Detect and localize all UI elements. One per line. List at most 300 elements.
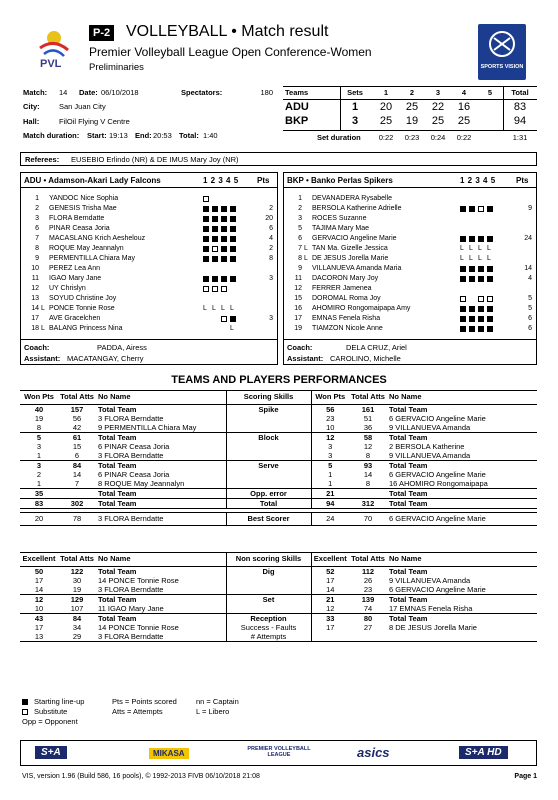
- team-b-assistant: CAROLINO, Michelle: [330, 354, 401, 363]
- player-name-cell: Total Team: [98, 404, 137, 414]
- won-or-excellent-value: 14: [326, 584, 335, 594]
- player-number: 5: [298, 225, 302, 232]
- score-bkp-set3: 25: [431, 115, 445, 127]
- player-name: PERMENTILLA Chiara May: [49, 255, 135, 262]
- match-number: 14: [59, 88, 68, 97]
- player-row: [284, 264, 536, 274]
- column-header: Excellent: [311, 553, 349, 567]
- total-attempts-value: 61: [58, 432, 96, 442]
- total-attempts-value: 12: [363, 441, 373, 451]
- player-libero-marker: L: [41, 325, 45, 332]
- set-participation-mark: [230, 276, 236, 282]
- end-label: End:: [135, 131, 152, 140]
- total-attempts-value: 23: [363, 584, 373, 594]
- set-participation-mark: L: [203, 305, 207, 312]
- skill-row: [20, 613, 537, 623]
- skill-row: [20, 423, 537, 433]
- won-or-excellent-value: [311, 632, 349, 642]
- total-attempts-value: 19: [72, 584, 82, 594]
- won-or-excellent-value: 52: [326, 566, 335, 576]
- player-points: 6: [528, 325, 532, 332]
- player-name-cell: 6 GERVACIO Angeline Marie: [389, 469, 486, 479]
- score-team-adu: ADU: [285, 101, 309, 113]
- set-participation-mark: [230, 216, 236, 222]
- total-attempts-value: 80: [349, 613, 387, 623]
- won-or-excellent-value: 10: [34, 603, 44, 613]
- set-participation-mark: [203, 276, 209, 282]
- won-or-excellent-value: 43: [20, 613, 58, 623]
- player-points: 3: [269, 275, 273, 282]
- player-row: [284, 294, 536, 304]
- player-number: 12: [31, 285, 39, 292]
- team-a-set-columns: 1 2 3 4 5: [203, 176, 239, 185]
- player-row: [284, 324, 536, 334]
- skill-row: [20, 479, 537, 489]
- skill-name: Dig: [226, 566, 311, 576]
- team-a-assistant-label: Assistant:: [24, 354, 61, 363]
- player-row: [21, 274, 277, 284]
- skill-row: [20, 604, 537, 614]
- set-participation-mark: [203, 216, 209, 222]
- team-b-set-columns: 1 2 3 4 5: [460, 176, 496, 185]
- match-label: Match:: [23, 88, 48, 97]
- sponsor-sahd-logo: S+A HD: [459, 746, 508, 759]
- scoring-skills-table: [20, 390, 537, 550]
- total-attempts-value: 93: [349, 460, 387, 470]
- footer-page: Page 1: [514, 773, 537, 780]
- column-header: Non scoring Skills: [226, 553, 311, 567]
- player-row: [284, 244, 536, 254]
- total-label: Total:: [179, 131, 199, 140]
- won-or-excellent-value: 1: [328, 478, 333, 488]
- total-attempts-value: 161: [361, 404, 375, 414]
- team-b-roster: [283, 172, 537, 365]
- hall-label: Hall:: [23, 117, 40, 126]
- set-participation-mark: [230, 246, 236, 252]
- nonscoring-table: [20, 552, 537, 642]
- player-name: AHOMIRO Rongomaipapa Amy: [312, 305, 411, 312]
- sports-vision-text: SPORTS VISION: [480, 64, 524, 70]
- spectators-label: Spectators:: [181, 88, 223, 97]
- player-row: [21, 234, 277, 244]
- player-name-cell: 2 BERSOLA Katherine: [389, 441, 465, 451]
- set-participation-mark: [487, 296, 493, 302]
- team-b-pts-header: Pts: [516, 176, 529, 185]
- set-participation-mark: [478, 296, 484, 302]
- set-participation-mark: [478, 236, 484, 242]
- player-points: 8: [269, 255, 273, 262]
- total-attempts-value: 84: [58, 613, 96, 623]
- skill-name: [226, 414, 311, 423]
- player-points: 2: [269, 205, 273, 212]
- legend-atts: Atts = Attempts: [112, 707, 163, 716]
- team-a-title: ADU • Adamson-Akari Lady Falcons: [24, 176, 161, 185]
- player-name: MACASLANG Krich Aeshelouz: [49, 235, 146, 242]
- hall-value: FilOil Flying V Centre: [59, 117, 130, 126]
- won-or-excellent-value: 1: [328, 469, 333, 479]
- page-code-badge: P-2: [89, 25, 114, 41]
- set-participation-mark: [487, 326, 493, 332]
- won-or-excellent-value: 19: [34, 413, 44, 423]
- set-participation-mark: [212, 206, 218, 212]
- column-header: No Name: [96, 553, 226, 567]
- player-number: 2: [298, 205, 302, 212]
- skill-row: [20, 576, 537, 585]
- total-attempts-value: 84: [58, 460, 96, 470]
- set-participation-mark: [221, 236, 227, 242]
- skill-row: [20, 585, 537, 595]
- won-or-excellent-value: 12: [20, 594, 58, 604]
- player-name: VILLANUEVA Amanda Maria: [312, 265, 402, 272]
- player-libero-marker: L: [304, 245, 308, 252]
- total-attempts-value: 129: [58, 594, 96, 604]
- column-header: Won Pts: [311, 391, 349, 405]
- total-attempts-value: 14: [72, 469, 82, 479]
- player-name: AVE Gracelchen: [49, 315, 101, 322]
- player-name: DOROMAL Roma Joy: [312, 295, 381, 302]
- player-row: [21, 294, 277, 304]
- set-participation-mark: [221, 206, 227, 212]
- set-participation-mark: [203, 196, 209, 202]
- player-number: 7: [35, 235, 39, 242]
- total-attempts-value: 157: [70, 404, 84, 414]
- legend-libero: L = Libero: [196, 707, 230, 716]
- player-name-cell: 8 ROQUE May Jeannalyn: [98, 478, 185, 488]
- player-number: 9: [35, 255, 39, 262]
- won-or-excellent-value: 56: [326, 404, 335, 414]
- set-participation-mark: L: [478, 255, 482, 262]
- referees-box: [20, 152, 537, 166]
- total-attempts-value: [349, 632, 387, 642]
- skill-row: [20, 451, 537, 461]
- set-participation-mark: [212, 246, 218, 252]
- best-scorer-row: [20, 512, 537, 525]
- total-attempts-value: 74: [363, 603, 373, 613]
- player-name-cell: Total Team: [96, 613, 226, 623]
- player-row: [21, 214, 277, 224]
- player-name-cell: 16 AHOMIRO Rongomaipapa: [389, 478, 488, 488]
- score-header-set5: 5: [487, 88, 493, 97]
- set-participation-mark: L: [487, 245, 491, 252]
- team-a-coach: PADDA, Airess: [97, 343, 147, 352]
- player-name: GERVACIO Angeline Marie: [312, 235, 397, 242]
- score-header-set4: 4: [461, 88, 467, 97]
- won-or-excellent-value: 12: [311, 432, 349, 442]
- skill-name: Serve: [226, 460, 311, 470]
- skill-row: [20, 442, 537, 451]
- column-header: Won Pts: [20, 391, 58, 405]
- legend-captain: nn = Captain: [196, 697, 239, 706]
- skill-name: Total: [226, 498, 311, 508]
- player-row: [21, 264, 277, 274]
- total-attempts-value: 29: [72, 631, 82, 641]
- set-participation-mark: [230, 316, 236, 322]
- score-header-set1: 1: [383, 88, 389, 97]
- player-row: [21, 324, 277, 334]
- nonscoring-skills-table: [20, 552, 537, 692]
- player-name-cell: 6 PINAR Ceasa Joria: [98, 441, 170, 451]
- player-number: 11: [294, 275, 302, 282]
- skill-name: Spike: [226, 404, 311, 414]
- player-name: TAN Ma. Gizelle Jessica: [312, 245, 388, 252]
- player-number: 1: [298, 195, 302, 202]
- performances-title: TEAMS AND PLAYERS PERFORMANCES: [171, 374, 387, 386]
- set-participation-mark: [478, 276, 484, 282]
- phase-name: Preliminaries: [89, 62, 144, 73]
- set-participation-mark: [221, 316, 227, 322]
- city-value: San Juan City: [59, 102, 106, 111]
- set-participation-mark: [469, 206, 475, 212]
- player-name: PEREZ Lea Ann: [49, 265, 100, 272]
- player-name-cell: 14 PONCE Tonnie Rose: [98, 575, 179, 585]
- won-or-excellent-value: 3: [20, 460, 58, 470]
- total-duration: 1:31: [512, 133, 528, 142]
- player-name: SOYUD Christine Joy: [49, 295, 117, 302]
- match-date: 06/10/2018: [101, 88, 139, 97]
- won-or-excellent-value: 40: [34, 404, 44, 414]
- start-time: 19:13: [109, 131, 128, 140]
- total-attempts-value: 58: [349, 432, 387, 442]
- column-header: Total Atts: [58, 553, 96, 567]
- set-participation-mark: [487, 306, 493, 312]
- player-row: [21, 304, 277, 314]
- column-header: No Name: [96, 391, 226, 405]
- player-points: 5: [528, 295, 532, 302]
- player-name-cell: Total Team: [387, 613, 537, 623]
- skill-row: [20, 470, 537, 479]
- player-name: DACORON Mary Joy: [312, 275, 379, 282]
- won-or-excellent-value: 14: [34, 584, 44, 594]
- skill-row: [20, 594, 537, 604]
- player-name-cell: Total Team: [387, 488, 537, 498]
- player-number: 8: [35, 245, 39, 252]
- set1-duration: 0:22: [378, 133, 394, 142]
- player-name-cell: Total Team: [96, 488, 226, 498]
- set-participation-mark: [230, 236, 236, 242]
- won-or-excellent-value: 3: [36, 441, 42, 451]
- referees-value: EUSEBIO Erlindo (NR) & DE IMUS Mary Joy (NR): [71, 155, 239, 164]
- team-b-title: BKP • Banko Perlas Spikers: [287, 176, 393, 185]
- column-header: Total Atts: [349, 391, 387, 405]
- player-name-cell: Total Team: [389, 404, 428, 414]
- set-participation-mark: [230, 206, 236, 212]
- skill-name: [226, 604, 311, 614]
- set-participation-mark: [460, 316, 466, 322]
- set-participation-mark: L: [221, 305, 225, 312]
- player-name: DEVANADERA Rysabelle: [312, 195, 393, 202]
- set2-duration: 0:23: [404, 133, 420, 142]
- score-header-total: Total: [511, 88, 529, 97]
- player-name: PONCE Tonnie Rose: [49, 305, 115, 312]
- skill-name: [226, 585, 311, 595]
- score-bkp-set2: 19: [405, 115, 419, 127]
- player-number: 16: [294, 305, 302, 312]
- player-row: [284, 194, 536, 204]
- best-scorer-points: 24: [311, 512, 349, 525]
- total-attempts-value: [58, 488, 96, 498]
- player-row: [284, 224, 536, 234]
- won-or-excellent-value: 17: [34, 622, 44, 632]
- column-header: Total Atts: [58, 391, 96, 405]
- player-name-cell: Total Team: [96, 432, 226, 442]
- legend-substitute: Substitute: [34, 707, 68, 716]
- total-attempts-value: 56: [72, 413, 82, 423]
- table-end: [20, 641, 537, 642]
- set-participation-mark: [212, 256, 218, 262]
- legend: [20, 697, 320, 733]
- score-bkp-set4: 25: [457, 115, 471, 127]
- match-info: [23, 86, 275, 146]
- total-attempts-value: [349, 488, 387, 498]
- player-number: 10: [31, 265, 39, 272]
- total-attempts-value: 42: [72, 422, 82, 432]
- won-or-excellent-value: 21: [311, 488, 349, 498]
- player-number: 14: [31, 305, 39, 312]
- player-name-cell: 9 VILLANUEVA Amanda: [389, 450, 471, 460]
- player-row: [284, 314, 536, 324]
- player-number: 7: [298, 245, 302, 252]
- total-attempts-value: 26: [363, 575, 373, 585]
- skill-name: [226, 451, 311, 461]
- player-number: 11: [31, 275, 39, 282]
- player-name-cell: [387, 632, 537, 642]
- best-scorer-attempts: 70: [349, 512, 387, 525]
- set-participation-mark: L: [460, 255, 464, 262]
- total-attempts-value: 15: [72, 441, 82, 451]
- set-participation-mark: [203, 206, 209, 212]
- player-row: [21, 194, 277, 204]
- skill-row: [20, 414, 537, 423]
- set-participation-mark: [221, 216, 227, 222]
- player-name-cell: Total Team: [98, 566, 137, 576]
- player-name-cell: Total Team: [387, 498, 537, 508]
- skill-row: [20, 404, 537, 414]
- team-a-roster: [20, 172, 278, 365]
- set-participation-mark: [469, 266, 475, 272]
- player-name-cell: 3 FLORA Berndatte: [98, 413, 164, 423]
- score-bkp-total: 94: [513, 115, 527, 127]
- sponsor-asics-logo: asics: [357, 745, 390, 760]
- set-participation-mark: [212, 286, 218, 292]
- player-name: FLORA Berndatte: [49, 215, 105, 222]
- city-label: City:: [23, 102, 40, 111]
- player-name: TIAMZON Nicole Anne: [312, 325, 383, 332]
- set-participation-mark: [221, 246, 227, 252]
- set-participation-mark: [212, 236, 218, 242]
- player-number: 8: [298, 255, 302, 262]
- substitute-icon: [22, 709, 28, 715]
- won-or-excellent-value: 33: [311, 613, 349, 623]
- player-libero-marker: L: [304, 255, 308, 262]
- player-name: PINAR Ceasa Joria: [49, 225, 110, 232]
- column-header: No Name: [387, 553, 537, 567]
- won-or-excellent-value: 3: [328, 441, 333, 451]
- score-header-teams: Teams: [285, 88, 309, 97]
- won-or-excellent-value: 2: [36, 469, 42, 479]
- starting-lineup-icon: [22, 699, 28, 705]
- player-name-cell: Total Team: [96, 498, 226, 508]
- set-participation-mark: [460, 266, 466, 272]
- set-participation-mark: L: [487, 255, 491, 262]
- total-attempts-value: 27: [363, 622, 373, 632]
- set-duration-label: Set duration: [317, 133, 361, 142]
- set-participation-mark: [460, 306, 466, 312]
- won-or-excellent-value: 94: [311, 498, 349, 508]
- skill-row: [20, 498, 537, 508]
- won-or-excellent-value: 1: [36, 450, 42, 460]
- set4-duration: 0:22: [456, 133, 472, 142]
- set-participation-mark: [469, 276, 475, 282]
- player-name-cell: 14 PONCE Tonnie Rose: [98, 622, 179, 632]
- set-participation-mark: [478, 316, 484, 322]
- player-number: 6: [35, 225, 39, 232]
- pvl-logo-text: PVL: [40, 58, 62, 70]
- player-number: 3: [298, 215, 302, 222]
- won-or-excellent-value: 17: [34, 575, 44, 585]
- column-header: Excellent: [20, 553, 58, 567]
- player-name: YANDOC Nice Sophia: [49, 195, 119, 202]
- won-or-excellent-value: 10: [326, 422, 335, 432]
- score-adu-set1: 20: [379, 101, 393, 113]
- set-participation-mark: [469, 236, 475, 242]
- set-participation-mark: [487, 266, 493, 272]
- date-label: Date:: [79, 88, 98, 97]
- set-participation-mark: [203, 226, 209, 232]
- best-scorer-name: 6 GERVACIO Angeline Marie: [387, 512, 537, 525]
- set-participation-mark: [203, 236, 209, 242]
- set-participation-mark: [460, 206, 466, 212]
- sports-vision-logo: [478, 24, 526, 80]
- player-points: 24: [524, 235, 532, 242]
- player-row: [284, 254, 536, 264]
- player-name-cell: 11 IGAO Mary Jane: [98, 603, 164, 613]
- spectators-count: 180: [260, 88, 273, 97]
- player-points: 4: [269, 235, 273, 242]
- player-name-cell: 9 VILLANUEVA Amanda: [389, 422, 471, 432]
- set-participation-mark: [212, 216, 218, 222]
- total-attempts-value: 8: [365, 450, 371, 460]
- team-b-player-list: [284, 194, 536, 334]
- player-name-cell: Total Team: [96, 594, 226, 604]
- player-name: IGAO Mary Jane: [49, 275, 102, 282]
- player-row: [21, 204, 277, 214]
- player-row: [21, 244, 277, 254]
- player-name-cell: 9 VILLANUEVA Amanda: [389, 575, 471, 585]
- player-points: 6: [528, 315, 532, 322]
- player-points: 2: [269, 245, 273, 252]
- pvl-logo: [32, 28, 76, 74]
- legend-pts: Pts = Points scored: [112, 697, 177, 706]
- skill-row: [20, 632, 537, 642]
- player-name-cell: 6 GERVACIO Angeline Marie: [389, 413, 486, 423]
- set-participation-mark: [203, 256, 209, 262]
- sponsor-bar: [20, 740, 537, 766]
- skill-name: Success - Faults: [226, 623, 311, 632]
- player-points: 9: [528, 205, 532, 212]
- set-participation-mark: [230, 226, 236, 232]
- skill-row: [20, 566, 537, 576]
- player-name-cell: 3 FLORA Berndatte: [98, 450, 164, 460]
- player-row: [284, 274, 536, 284]
- player-points: 3: [269, 315, 273, 322]
- set-participation-mark: L: [478, 245, 482, 252]
- set-participation-mark: [230, 256, 236, 262]
- won-or-excellent-value: 8: [36, 422, 42, 432]
- scoring-table: [20, 390, 537, 526]
- set-participation-mark: L: [212, 305, 216, 312]
- set-participation-mark: [469, 326, 475, 332]
- skill-name: [226, 442, 311, 451]
